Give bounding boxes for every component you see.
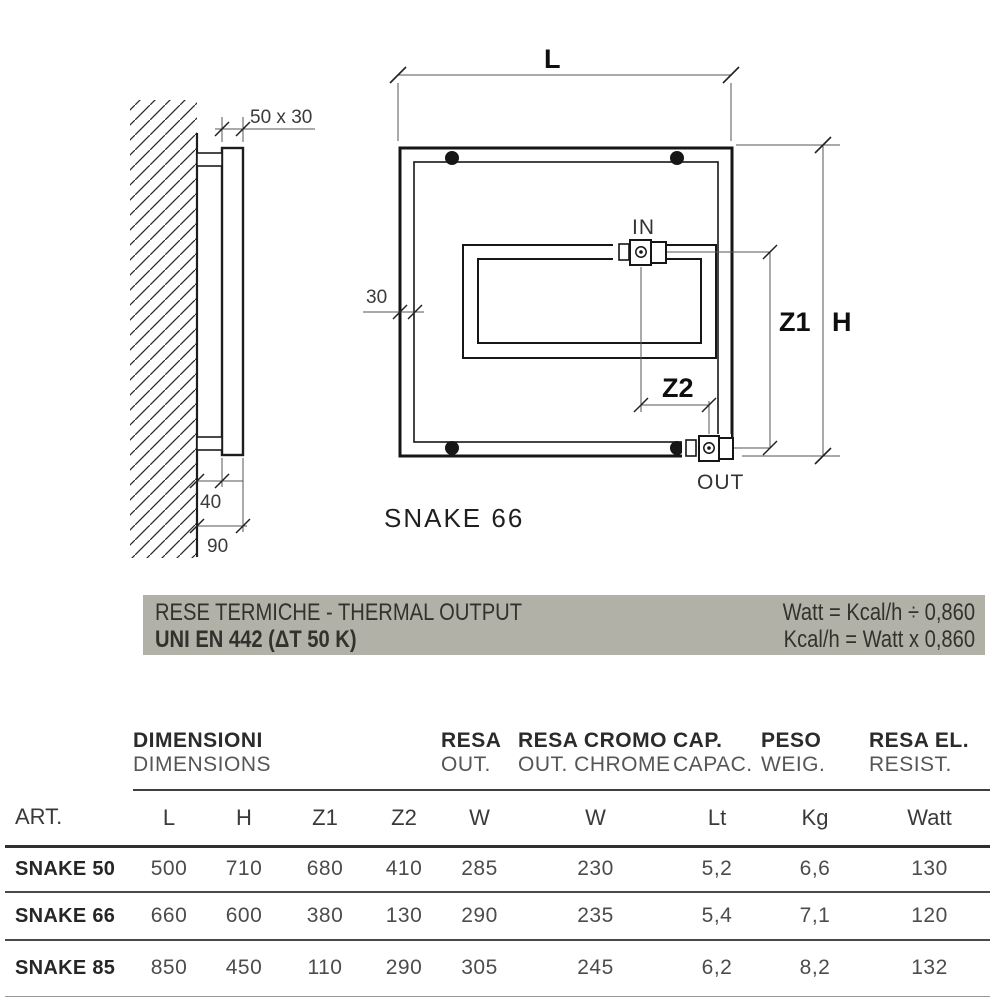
model-caption: SNAKE 66: [384, 503, 525, 533]
cell-lt: 5,4: [673, 892, 761, 940]
out-valve: [682, 434, 733, 461]
dim-30-label: 30: [366, 287, 388, 308]
cell-l: 500: [133, 846, 205, 892]
dim-L-label: L: [544, 44, 561, 74]
cell-z1: 680: [283, 846, 367, 892]
cell-lt: 5,2: [673, 846, 761, 892]
cell-watt: 120: [869, 892, 990, 940]
col-lt: Lt: [673, 790, 761, 846]
dim-profile-label: 50 x 30: [250, 107, 313, 128]
group-weight: PESO WEIG.: [761, 715, 869, 790]
banner-norm: UNI EN 442 (ΔT 50 K): [155, 626, 357, 653]
group-resa-out: RESA OUT.: [441, 715, 518, 790]
plug-top-left: [445, 151, 459, 165]
row-art: SNAKE 50: [5, 846, 133, 892]
cell-w: 290: [441, 892, 518, 940]
banner-formula-2: Kcal/h = Watt x 0,860: [783, 626, 975, 653]
bracket-bottom: [197, 437, 222, 450]
banner-formula-1: Watt = Kcal/h ÷ 0,860: [782, 599, 975, 626]
cell-watt: 132: [869, 940, 990, 996]
cell-l: 850: [133, 940, 205, 996]
cell-z2: 290: [367, 940, 441, 996]
row-art: SNAKE 66: [5, 892, 133, 940]
dim-Z1-label: Z1: [779, 307, 811, 337]
cell-h: 600: [205, 892, 283, 940]
dim-40-label: 40: [200, 492, 222, 513]
dim-L: [390, 67, 739, 141]
cell-kg: 7,1: [761, 892, 869, 940]
table-row-snake-66: [5, 892, 990, 940]
banner-right-block: [746, 599, 975, 655]
plug-bottom-right: [670, 441, 684, 455]
banner-title: RESE TERMICHE - THERMAL OUTPUT: [155, 599, 523, 626]
cell-w-chrome: 235: [518, 892, 673, 940]
group-resa-cromo: RESA CROMO OUT. CHROME: [518, 715, 673, 790]
col-kg: Kg: [761, 790, 869, 846]
col-z1: Z1: [283, 790, 367, 846]
cell-w: 285: [441, 846, 518, 892]
bracket-top: [197, 153, 222, 166]
dim-H: [736, 137, 840, 464]
in-port-label: IN: [632, 216, 655, 239]
column-header-row: [5, 790, 990, 846]
front-view: [363, 44, 852, 533]
cell-watt: 130: [869, 846, 990, 892]
cell-z1: 380: [283, 892, 367, 940]
group-resa-el: RESA EL. RESIST.: [869, 715, 990, 790]
cell-z1: 110: [283, 940, 367, 996]
in-valve: [613, 236, 667, 267]
col-l: L: [133, 790, 205, 846]
out-port-label: OUT: [697, 471, 745, 494]
thermal-output-banner: [143, 595, 985, 655]
dim-90-label: 90: [207, 536, 229, 557]
col-art: ART.: [5, 790, 133, 846]
col-watt: Watt: [869, 790, 990, 846]
table-row-snake-50: [5, 846, 990, 892]
cell-w-chrome: 230: [518, 846, 673, 892]
cell-kg: 8,2: [761, 940, 869, 996]
cell-w: 305: [441, 940, 518, 996]
spec-table: [5, 715, 990, 997]
col-w: W: [441, 790, 518, 846]
plug-top-right: [670, 151, 684, 165]
col-h: H: [205, 790, 283, 846]
cell-z2: 130: [367, 892, 441, 940]
col-z2: Z2: [367, 790, 441, 846]
banner-left-block: [155, 599, 592, 655]
cell-w-chrome: 245: [518, 940, 673, 996]
cell-lt: 6,2: [673, 940, 761, 996]
group-capacity: CAP. CAPAC.: [673, 715, 761, 790]
side-view: [130, 100, 315, 558]
group-header-row: [5, 715, 990, 790]
cell-l: 660: [133, 892, 205, 940]
cell-h: 710: [205, 846, 283, 892]
col-w-chrome: W: [518, 790, 673, 846]
table-row-snake-85: [5, 940, 990, 996]
group-dimensions: DIMENSIONI DIMENSIONS: [133, 715, 441, 790]
coil-inner: [478, 259, 701, 343]
group-spacer: [5, 715, 133, 790]
plug-bottom-left: [445, 441, 459, 455]
row-art: SNAKE 85: [5, 940, 133, 996]
cell-h: 450: [205, 940, 283, 996]
panel-side-profile: [222, 148, 243, 455]
cell-z2: 410: [367, 846, 441, 892]
cell-kg: 6,6: [761, 846, 869, 892]
dim-H-label: H: [832, 307, 852, 337]
wall-hatching: [130, 100, 197, 558]
dim-Z2-label: Z2: [662, 373, 694, 403]
